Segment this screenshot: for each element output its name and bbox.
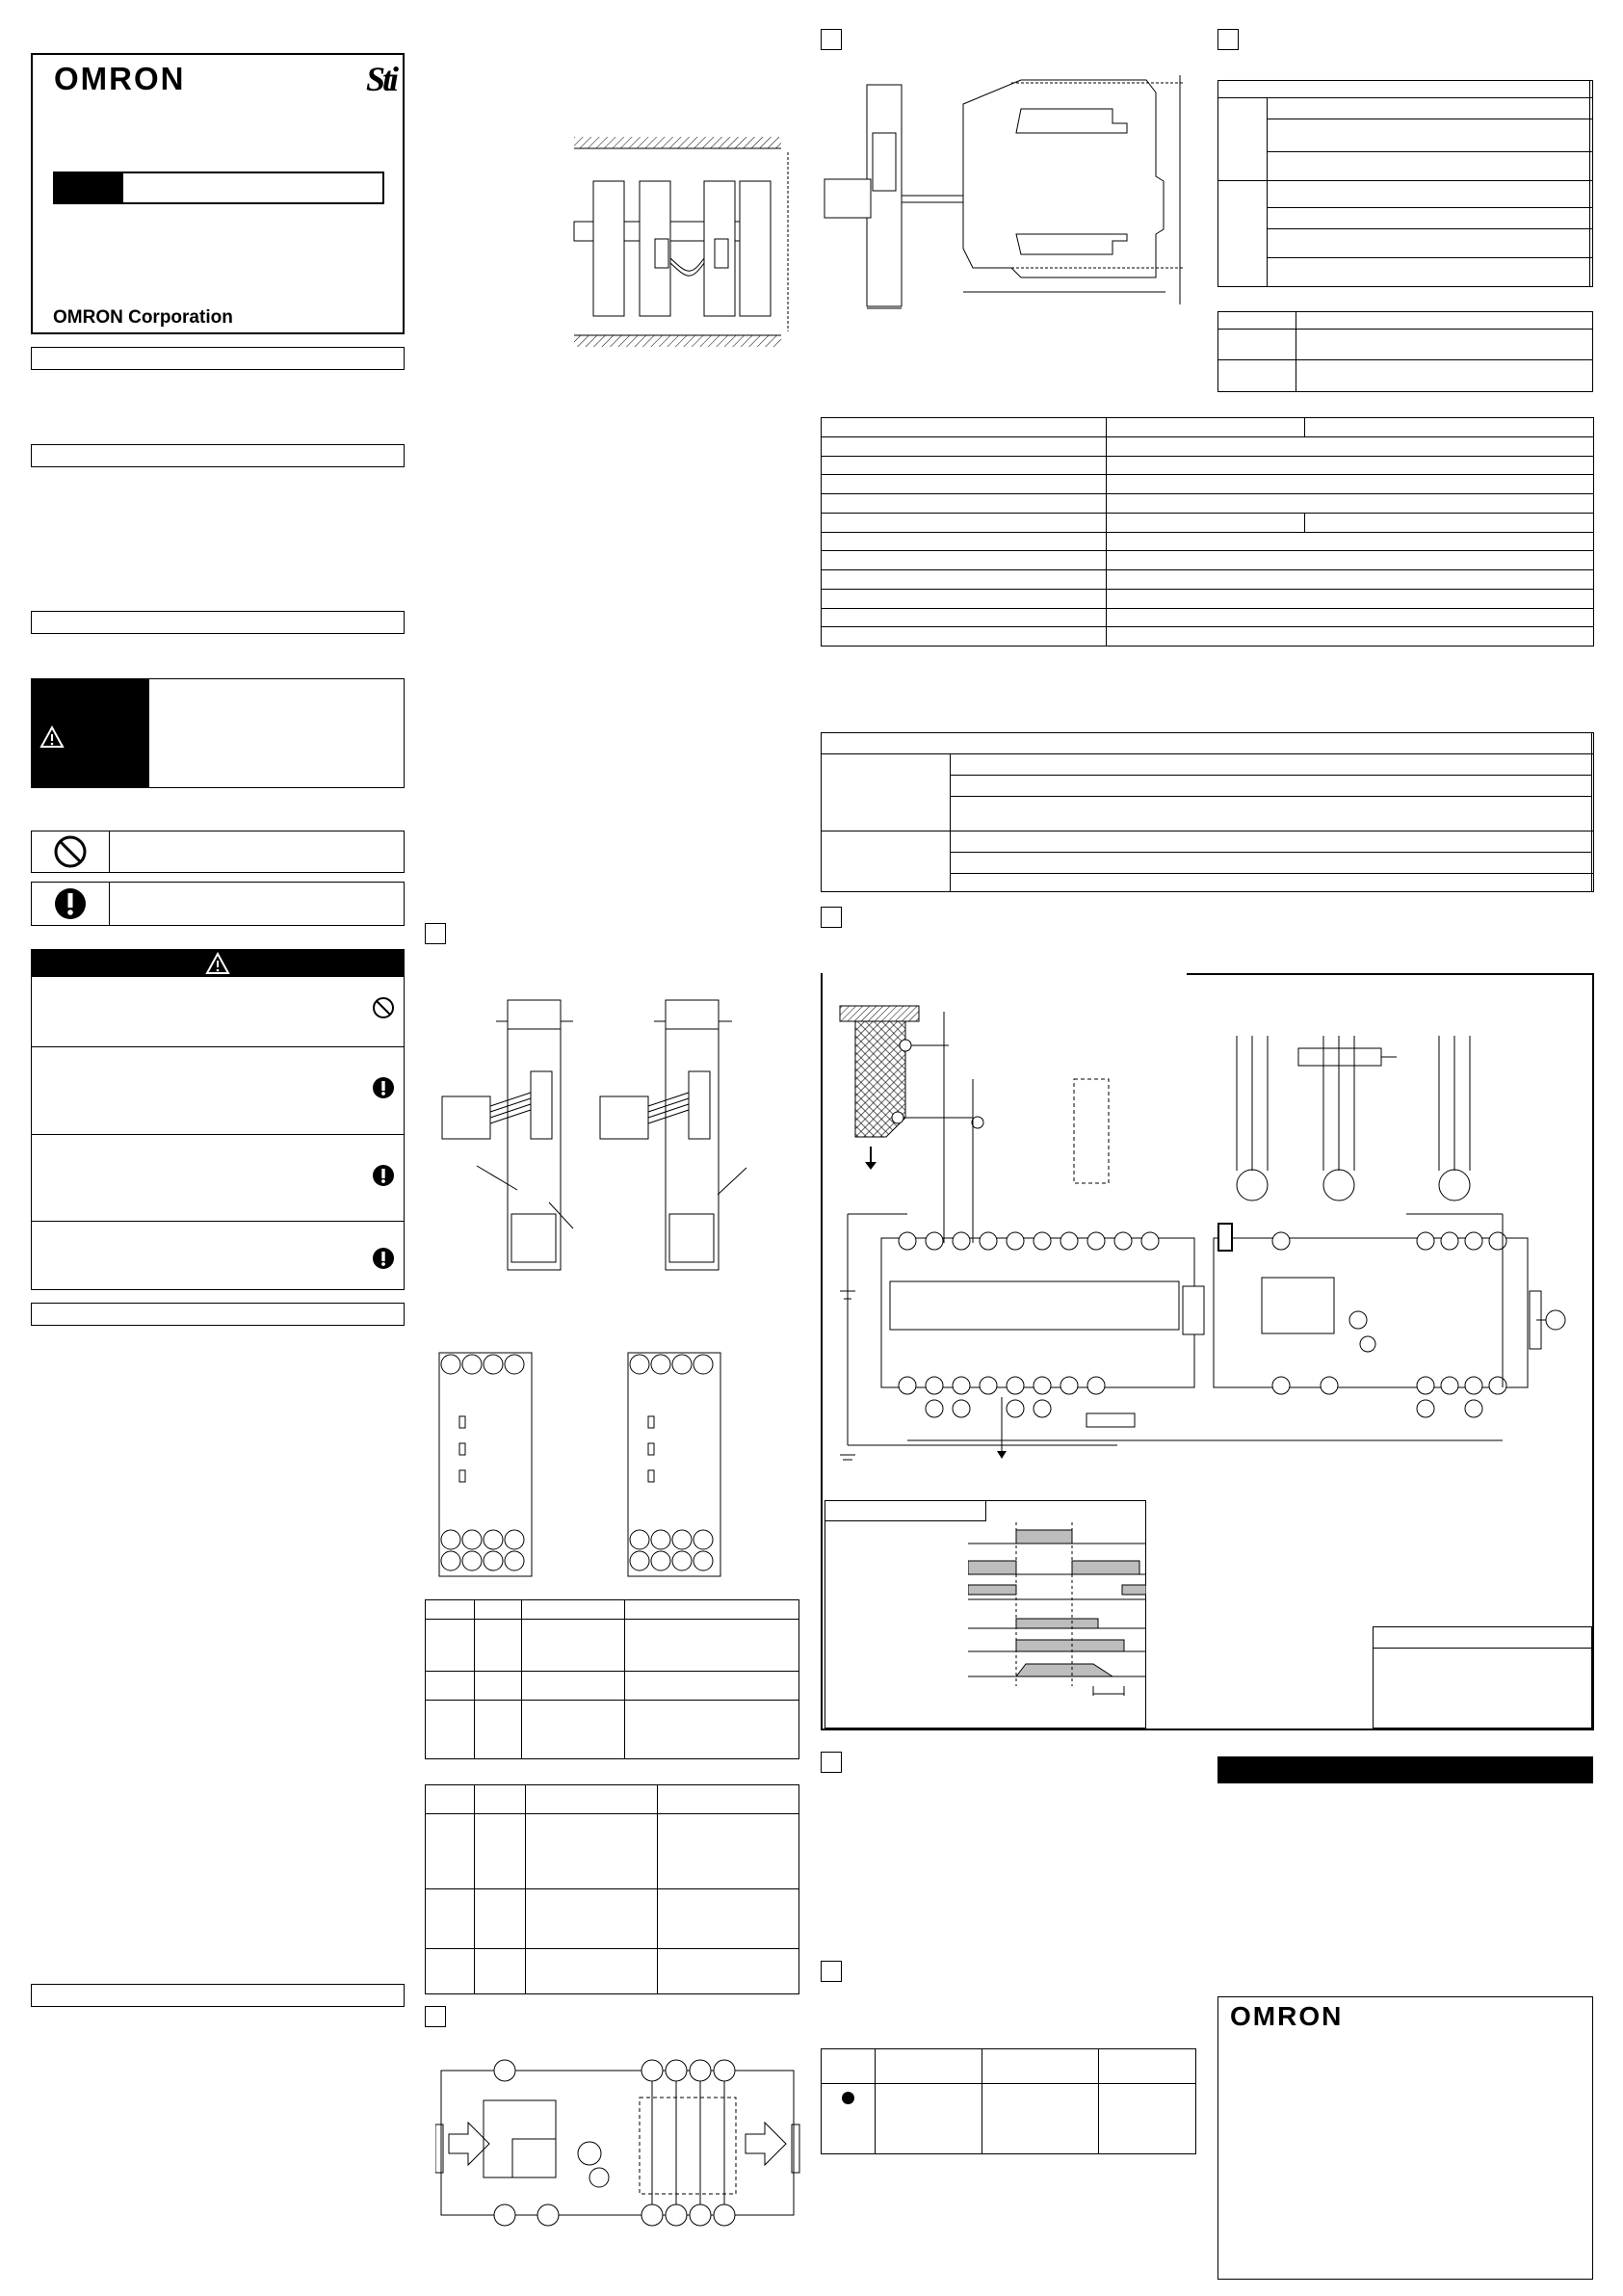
exclamation-circle-icon bbox=[372, 1076, 395, 1099]
indicator-table-2 bbox=[425, 1784, 799, 1994]
prohibition-icon-cell bbox=[32, 831, 110, 872]
section-number-box bbox=[821, 1961, 842, 1982]
exclamation-circle-icon bbox=[53, 886, 88, 921]
section-header-5 bbox=[31, 1984, 405, 2007]
contact-table bbox=[821, 732, 1594, 892]
section-header-4 bbox=[31, 1303, 405, 1326]
exclamation-circle-icon bbox=[372, 1247, 395, 1270]
prohibition-circle-icon bbox=[372, 996, 395, 1019]
section-number-box bbox=[821, 1752, 842, 1773]
mounting-diagram bbox=[570, 133, 801, 351]
warning-triangle-icon bbox=[205, 952, 230, 975]
corporation-name: OMRON Corporation bbox=[53, 307, 233, 328]
wiring-application-diagram bbox=[828, 992, 1589, 1484]
indicator-table-1 bbox=[425, 1599, 799, 1759]
section-number-box bbox=[1217, 29, 1239, 50]
warning-triangle-icon bbox=[39, 726, 65, 749]
accessory-table bbox=[1217, 311, 1593, 392]
filled-bullet-icon bbox=[842, 2092, 854, 2104]
timing-chart-title-tab bbox=[825, 1500, 986, 1521]
sti-logo: Sti bbox=[366, 60, 397, 98]
section-header-1 bbox=[31, 347, 405, 370]
internal-block-diagram bbox=[435, 2057, 801, 2230]
warning-definition-box bbox=[31, 678, 405, 788]
warning-divider bbox=[32, 1134, 404, 1135]
title-panel bbox=[31, 53, 405, 334]
back-brand-logo: OMRON bbox=[1230, 2001, 1344, 2031]
warning-list-box bbox=[31, 949, 405, 1290]
section-header-3 bbox=[31, 611, 405, 634]
prohibition-circle-icon bbox=[53, 834, 88, 869]
ordering-table bbox=[1217, 80, 1593, 287]
exclamation-circle-icon bbox=[372, 1164, 395, 1187]
mandatory-definition-box bbox=[31, 882, 405, 926]
warning-divider bbox=[32, 1221, 404, 1222]
warning-label-block bbox=[32, 679, 149, 787]
section-number-box bbox=[425, 923, 446, 944]
contact-info-box bbox=[1217, 1996, 1593, 2280]
section-number-box bbox=[821, 29, 842, 50]
section-header-2 bbox=[31, 444, 405, 467]
front-panel-diagram bbox=[435, 1349, 724, 1580]
specification-table bbox=[821, 417, 1594, 647]
section-number-box bbox=[821, 907, 842, 928]
section-number-box bbox=[425, 2006, 446, 2027]
dimensions-diagram bbox=[819, 66, 1185, 316]
frame-title-tab bbox=[823, 973, 1187, 983]
prohibition-definition-box bbox=[31, 831, 405, 873]
connector-wiring-diagram bbox=[438, 992, 771, 1281]
mandatory-icon-cell bbox=[32, 883, 110, 925]
model-bar bbox=[53, 172, 384, 204]
notes-table bbox=[1373, 1626, 1592, 1729]
warning-list-header bbox=[32, 950, 404, 977]
black-section-bar bbox=[1217, 1756, 1593, 1783]
warning-divider bbox=[32, 1046, 404, 1047]
model-bar-tag bbox=[55, 173, 123, 202]
brand-logo: OMRON bbox=[54, 61, 186, 96]
timing-chart bbox=[968, 1522, 1146, 1729]
marking-table bbox=[821, 2048, 1196, 2154]
